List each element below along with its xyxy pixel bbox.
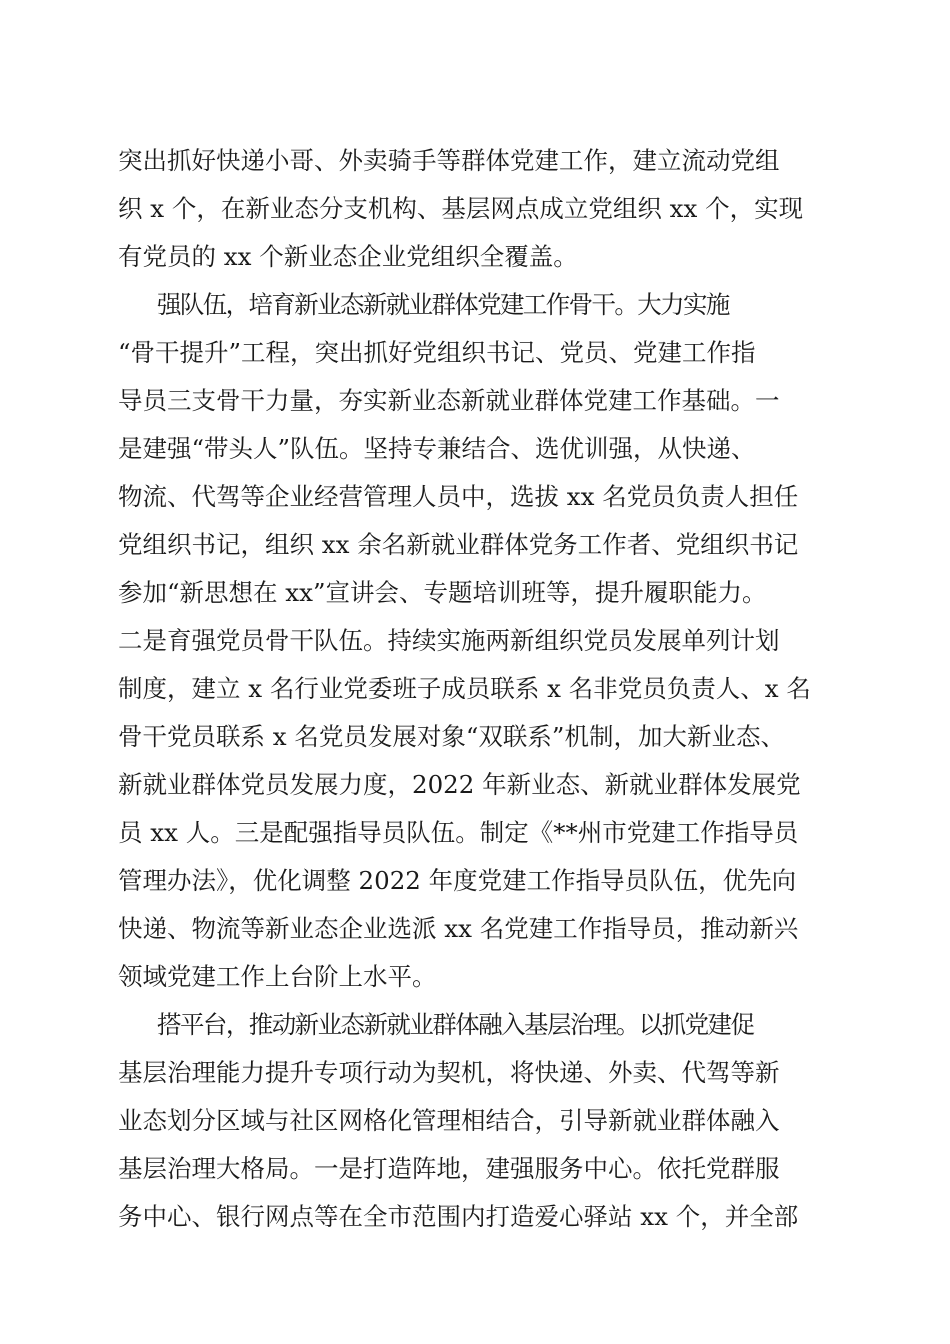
text-line: 业态划分区域与社区网格化管理相结合，引导新就业群体融入 — [118, 1106, 780, 1135]
paragraph-start-line: 强队伍，培育新业态新就业群体党建工作骨干。大力实施 — [157, 290, 729, 319]
text-line: 是建强“带头人”队伍。坚持专兼结合、选优训强，从快递、 — [118, 434, 756, 463]
text-line: 参加“新思想在 xx”宣讲会、专题培训班等，提升履职能力。 — [118, 578, 767, 607]
text-line: 管理办法》，优化调整 2022 年度党建工作指导员队伍，优先向 — [118, 866, 797, 895]
text-line: 导员三支骨干力量，夯实新业态新就业群体党建工作基础。一 — [118, 386, 780, 415]
text-line: 新就业群体党员发展力度，2022 年新业态、新就业群体发展党 — [118, 770, 801, 799]
paragraph-start-line: 搭平台，推动新业态新就业群体融入基层治理。以抓党建促 — [157, 1010, 754, 1039]
text-line: 党组织书记，组织 xx 余名新就业群体党务工作者、党组织书记 — [118, 530, 799, 559]
text-line: “骨干提升”工程，突出抓好党组织书记、党员、党建工作指 — [118, 338, 756, 367]
text-line: 突出抓好快递小哥、外卖骑手等群体党建工作，建立流动党组 — [118, 146, 780, 175]
text-line: 领域党建工作上台阶上水平。 — [118, 962, 437, 991]
text-line: 骨干党员联系 x 名党员发展对象“双联系”机制，加大新业态、 — [118, 722, 785, 751]
text-line: 制度，建立 x 名行业党委班子成员联系 x 名非党员负责人、x 名 — [118, 674, 811, 703]
text-line: 二是育强党员骨干队伍。持续实施两新组织党员发展单列计划 — [118, 626, 780, 655]
text-line: 基层治理能力提升专项行动为契机，将快递、外卖、代驾等新 — [118, 1058, 780, 1087]
text-line: 物流、代驾等企业经营管理人员中，选拔 xx 名党员负责人担任 — [118, 482, 799, 511]
text-line: 织 x 个，在新业态分支机构、基层网点成立党组织 xx 个，实现 — [118, 194, 804, 223]
text-line: 务中心、银行网点等在全市范围内打造爱心驿站 xx 个，并全部 — [118, 1202, 799, 1231]
text-line: 快递、物流等新业态企业选派 xx 名党建工作指导员，推动新兴 — [118, 914, 799, 943]
text-line: 员 xx 人。三是配强指导员队伍。制定《**州市党建工作指导员 — [118, 818, 799, 847]
text-line: 有党员的 xx 个新业态企业党组织全覆盖。 — [118, 242, 578, 271]
text-line: 基层治理大格局。一是打造阵地，建强服务中心。依托党群服 — [118, 1154, 780, 1183]
